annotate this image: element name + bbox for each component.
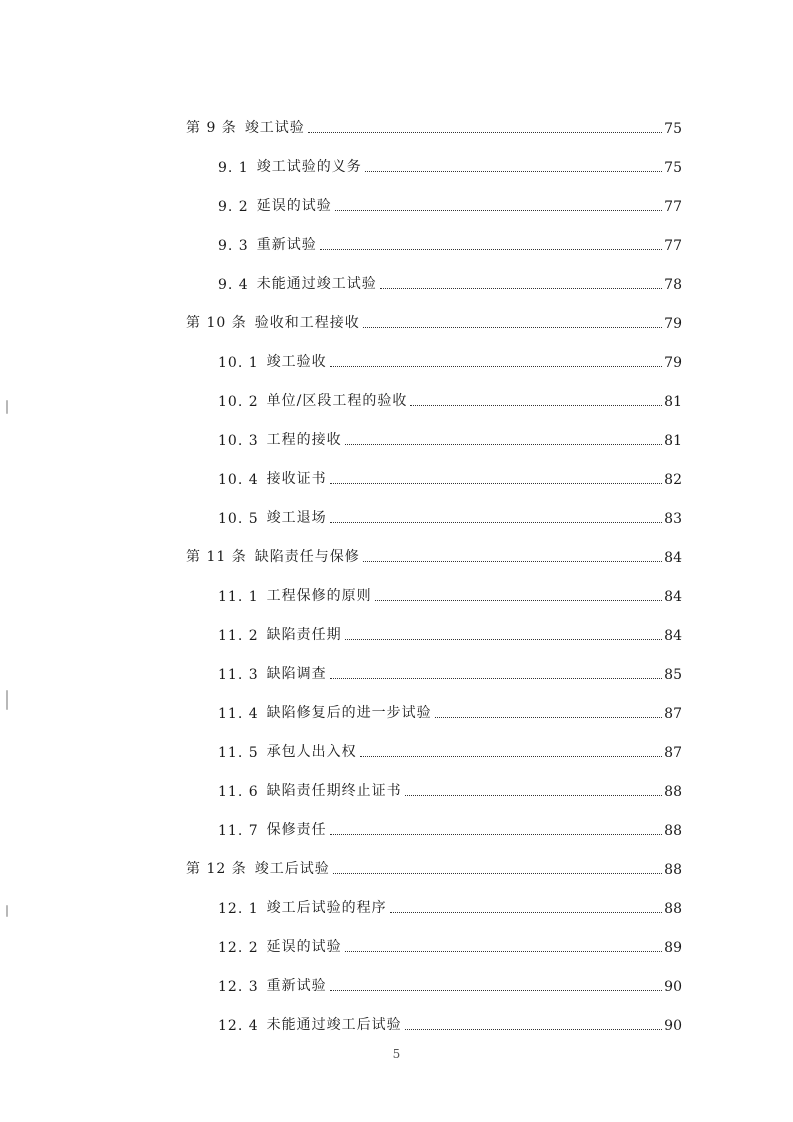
toc-entry-11-6[interactable] bbox=[186, 761, 682, 800]
scan-speck bbox=[6, 905, 8, 917]
toc-entry-title: 缺陷责任与保修 bbox=[254, 549, 360, 565]
toc-entry-9-1[interactable] bbox=[186, 137, 682, 176]
page-number: 5 bbox=[392, 1047, 401, 1061]
toc-entry-number: 12. 3 bbox=[218, 979, 259, 995]
toc-entry-page: 87 bbox=[664, 745, 682, 761]
toc-entry-page: 88 bbox=[664, 901, 682, 917]
toc-entry-9-3[interactable] bbox=[186, 215, 682, 254]
toc-entry-11-1[interactable] bbox=[186, 566, 682, 605]
toc-entry-10-2[interactable] bbox=[186, 371, 682, 410]
toc-entry-number: 12. 4 bbox=[218, 1018, 259, 1034]
toc-entry-title: 延误的试验 bbox=[256, 198, 332, 214]
toc-entry-12-4[interactable] bbox=[186, 995, 682, 1034]
dot-leader bbox=[308, 131, 662, 133]
dot-leader bbox=[363, 326, 662, 328]
toc-entry-title: 竣工退场 bbox=[266, 510, 327, 526]
toc-entry-number: 11. 4 bbox=[218, 706, 259, 722]
toc-entry-number: 9. 2 bbox=[218, 199, 249, 215]
toc-entry-number: 11. 1 bbox=[218, 589, 259, 605]
toc-entry-10-5[interactable] bbox=[186, 488, 682, 527]
toc-entry-12-3[interactable] bbox=[186, 956, 682, 995]
toc-entry-number: 11. 2 bbox=[218, 628, 259, 644]
toc-entry-article-10[interactable] bbox=[186, 293, 682, 332]
toc-entry-number: 11. 3 bbox=[218, 667, 259, 683]
toc-entry-page: 89 bbox=[664, 940, 682, 956]
dot-leader bbox=[405, 1028, 663, 1030]
toc-entry-title: 缺陷修复后的进一步试验 bbox=[266, 705, 432, 721]
toc-entry-11-3[interactable] bbox=[186, 644, 682, 683]
toc-entry-number: 11. 6 bbox=[218, 784, 259, 800]
toc-entry-9-2[interactable] bbox=[186, 176, 682, 215]
dot-leader bbox=[330, 989, 663, 991]
toc-entry-page: 84 bbox=[664, 589, 682, 605]
toc-entry-11-2[interactable] bbox=[186, 605, 682, 644]
dot-leader bbox=[390, 911, 663, 913]
dot-leader bbox=[345, 950, 663, 952]
toc-entry-article-11[interactable] bbox=[186, 527, 682, 566]
dot-leader bbox=[380, 287, 662, 289]
toc-entry-title: 验收和工程接收 bbox=[254, 315, 360, 331]
toc-entry-title: 竣工后试验的程序 bbox=[266, 900, 387, 916]
toc-entry-11-4[interactable] bbox=[186, 683, 682, 722]
toc-entry-12-1[interactable] bbox=[186, 878, 682, 917]
toc-entry-title: 单位/区段工程的验收 bbox=[266, 393, 408, 409]
toc-entry-page: 81 bbox=[664, 433, 682, 449]
dot-leader bbox=[333, 872, 662, 874]
toc-entry-page: 84 bbox=[664, 628, 682, 644]
toc-entry-number: 9. 3 bbox=[218, 238, 249, 254]
toc-entry-9-4[interactable] bbox=[186, 254, 682, 293]
toc-entry-title: 竣工试验的义务 bbox=[256, 159, 362, 175]
dot-leader bbox=[330, 365, 663, 367]
toc-entry-title: 重新试验 bbox=[266, 978, 327, 994]
toc-entry-page: 90 bbox=[664, 1018, 682, 1034]
toc-entry-page: 88 bbox=[664, 862, 682, 878]
dot-leader bbox=[330, 482, 663, 484]
toc-entry-title: 工程的接收 bbox=[266, 432, 342, 448]
toc-entry-10-1[interactable] bbox=[186, 332, 682, 371]
toc-entry-title: 未能通过竣工试验 bbox=[256, 276, 377, 292]
toc-entry-page: 77 bbox=[664, 199, 682, 215]
dot-leader bbox=[365, 170, 662, 172]
dot-leader bbox=[405, 794, 663, 796]
toc-entry-number: 11. 5 bbox=[218, 745, 259, 761]
toc-entry-page: 81 bbox=[664, 394, 682, 410]
dot-leader bbox=[345, 443, 663, 445]
toc-entry-number: 11. 7 bbox=[218, 823, 259, 839]
toc-entry-11-7[interactable] bbox=[186, 800, 682, 839]
toc-entry-title: 缺陷责任期 bbox=[266, 627, 342, 643]
toc-entry-title: 工程保修的原则 bbox=[266, 588, 372, 604]
toc-entry-article-9[interactable] bbox=[186, 98, 682, 137]
toc-entry-page: 90 bbox=[664, 979, 682, 995]
toc-entry-10-4[interactable] bbox=[186, 449, 682, 488]
toc-entry-11-5[interactable] bbox=[186, 722, 682, 761]
toc-entry-title: 未能通过竣工后试验 bbox=[266, 1017, 402, 1033]
scan-speck bbox=[6, 690, 8, 710]
toc-entry-title: 缺陷责任期终止证书 bbox=[266, 783, 402, 799]
toc-entry-number: 第 12 条 bbox=[186, 861, 247, 877]
dot-leader bbox=[360, 755, 663, 757]
toc-entry-title: 保修责任 bbox=[266, 822, 327, 838]
toc-entry-title: 重新试验 bbox=[256, 237, 317, 253]
toc-entry-number: 12. 1 bbox=[218, 901, 259, 917]
toc-entry-number: 10. 5 bbox=[218, 511, 259, 527]
toc-entry-page: 77 bbox=[664, 238, 682, 254]
dot-leader bbox=[330, 833, 663, 835]
toc-entry-page: 84 bbox=[664, 550, 682, 566]
dot-leader bbox=[410, 404, 662, 406]
toc-entry-page: 83 bbox=[664, 511, 682, 527]
dot-leader bbox=[345, 638, 663, 640]
toc-entry-title: 接收证书 bbox=[266, 471, 327, 487]
toc-entry-number: 9. 4 bbox=[218, 277, 249, 293]
dot-leader bbox=[330, 521, 663, 523]
toc-entry-12-2[interactable] bbox=[186, 917, 682, 956]
toc-entry-number: 第 10 条 bbox=[186, 315, 247, 331]
toc-entry-page: 85 bbox=[664, 667, 682, 683]
toc-entry-number: 10. 4 bbox=[218, 472, 259, 488]
toc-entry-page: 79 bbox=[664, 355, 682, 371]
toc-entry-title: 缺陷调查 bbox=[266, 666, 327, 682]
toc-entry-number: 12. 2 bbox=[218, 940, 259, 956]
toc-entry-number: 第 9 条 bbox=[186, 120, 237, 136]
toc-entry-page: 75 bbox=[664, 160, 682, 176]
toc-entry-number: 10. 2 bbox=[218, 394, 259, 410]
toc-entry-number: 第 11 条 bbox=[186, 549, 247, 565]
toc-entry-page: 79 bbox=[664, 316, 682, 332]
toc-entry-page: 88 bbox=[664, 784, 682, 800]
toc-entry-page: 78 bbox=[664, 277, 682, 293]
dot-leader bbox=[435, 716, 663, 718]
toc-entry-title: 承包人出入权 bbox=[266, 744, 357, 760]
dot-leader bbox=[363, 560, 662, 562]
toc-entry-article-12[interactable] bbox=[186, 839, 682, 878]
toc-entry-number: 10. 1 bbox=[218, 355, 259, 371]
toc-entry-title: 竣工后试验 bbox=[254, 861, 330, 877]
dot-leader bbox=[335, 209, 662, 211]
dot-leader bbox=[375, 599, 663, 601]
toc-entry-page: 88 bbox=[664, 823, 682, 839]
toc-entry-number: 9. 1 bbox=[218, 160, 249, 176]
table-of-contents bbox=[186, 98, 682, 1034]
toc-entry-page: 82 bbox=[664, 472, 682, 488]
toc-entry-title: 延误的试验 bbox=[266, 939, 342, 955]
scan-speck bbox=[6, 400, 8, 414]
toc-entry-title: 竣工验收 bbox=[266, 354, 327, 370]
toc-entry-page: 87 bbox=[664, 706, 682, 722]
toc-entry-title: 竣工试验 bbox=[244, 120, 305, 136]
toc-entry-page: 75 bbox=[664, 121, 682, 137]
toc-entry-number: 10. 3 bbox=[218, 433, 259, 449]
dot-leader bbox=[330, 677, 663, 679]
dot-leader bbox=[320, 248, 662, 250]
toc-entry-10-3[interactable] bbox=[186, 410, 682, 449]
